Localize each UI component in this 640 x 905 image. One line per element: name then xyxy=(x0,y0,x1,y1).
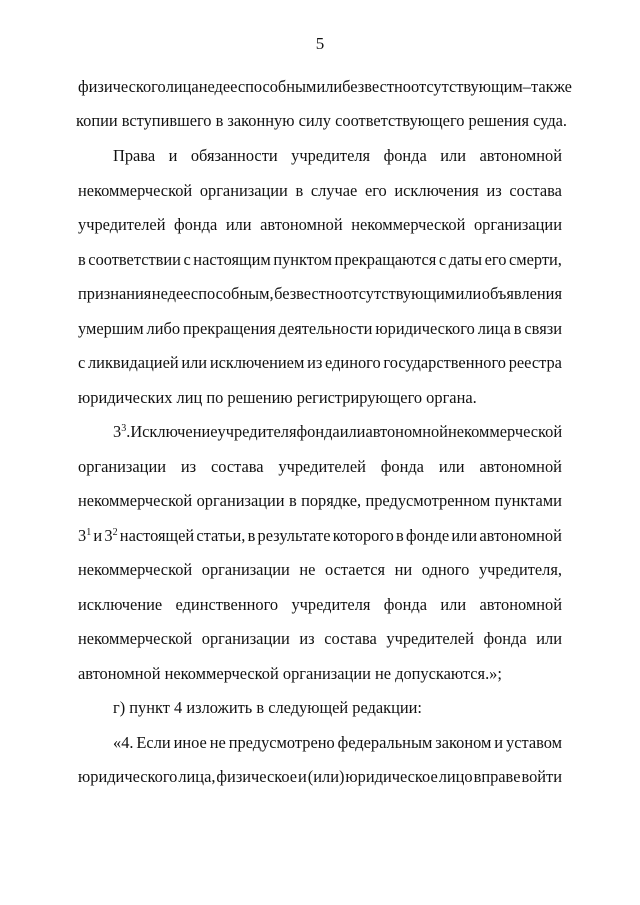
word: или xyxy=(536,629,562,648)
text-line xyxy=(78,180,562,202)
word: отсутствующим xyxy=(343,284,456,303)
word: прекращения xyxy=(183,319,276,338)
word: организации xyxy=(201,560,290,579)
word: прекращаются xyxy=(334,250,437,269)
word: или xyxy=(339,422,366,441)
word: лица, xyxy=(178,767,216,786)
text-line: г) пункт 4 изложить в следующей редакции: xyxy=(113,698,422,717)
word: Если xyxy=(136,733,171,752)
text-line xyxy=(78,490,562,512)
word: и xyxy=(168,146,178,165)
word: умершим xyxy=(78,319,144,338)
word: либо xyxy=(146,319,181,338)
word: или xyxy=(440,146,466,165)
word: в xyxy=(513,319,522,338)
word: предусмотрено xyxy=(228,733,335,752)
text-line: юридических лиц по решению регистрирующего органа. xyxy=(78,388,477,407)
word: $3^3$. xyxy=(113,422,131,441)
word: некоммерческой xyxy=(78,491,193,510)
word: статьи, xyxy=(196,526,246,545)
text-line xyxy=(78,456,562,478)
page-number: 5 xyxy=(315,34,325,53)
word: или xyxy=(451,526,478,545)
word: состава xyxy=(509,181,562,200)
word: некоммерческой xyxy=(351,215,466,234)
word: некоммерческой xyxy=(447,422,563,441)
word: и xyxy=(494,733,504,752)
word: юридического xyxy=(78,767,178,786)
word: некоммерческой xyxy=(78,629,193,648)
word: организации xyxy=(196,491,285,510)
word: предусмотренном xyxy=(365,491,491,510)
text-line: копии вступившего в законную силу соответствующего решения суда. xyxy=(76,111,568,130)
word: или xyxy=(316,77,343,96)
word: в xyxy=(247,526,256,545)
word: вправе xyxy=(473,767,521,786)
word: учредителя, xyxy=(478,560,562,579)
word: состава xyxy=(210,457,264,476)
word: исключением xyxy=(209,353,305,372)
word: или xyxy=(455,284,482,303)
word: с xyxy=(183,250,191,269)
text-line xyxy=(78,249,562,271)
word: смерти, xyxy=(508,250,562,269)
word: не xyxy=(299,560,316,579)
text-line xyxy=(78,352,562,374)
word: из xyxy=(180,457,197,476)
word: Права xyxy=(113,146,156,165)
word: или xyxy=(225,215,252,234)
word: юридического xyxy=(375,319,475,338)
word: случае xyxy=(310,181,358,200)
text-line xyxy=(78,76,572,98)
word: государственного xyxy=(383,353,506,372)
word: в xyxy=(396,526,404,545)
word: учредителей xyxy=(386,629,474,648)
word: организации xyxy=(473,215,562,234)
text-line xyxy=(78,559,562,581)
word: фонда xyxy=(296,422,340,441)
word: фонда xyxy=(174,215,218,234)
word: лица xyxy=(165,77,199,96)
text-line xyxy=(78,318,562,340)
word: единого xyxy=(325,353,381,372)
text-line xyxy=(78,214,562,236)
word: (или) xyxy=(307,767,345,786)
word: лица xyxy=(477,319,511,338)
word: учредителей xyxy=(278,457,366,476)
word: автономной xyxy=(479,146,562,165)
word: физического xyxy=(78,77,166,96)
text-line xyxy=(113,732,562,754)
word: которого xyxy=(332,526,394,545)
word: остается xyxy=(325,560,386,579)
word: некоммерческой xyxy=(78,181,193,200)
word: или xyxy=(438,457,465,476)
word: автономной xyxy=(479,526,562,545)
word: автономной xyxy=(365,422,448,441)
word: фонде xyxy=(406,526,450,545)
word: соответствии xyxy=(88,250,181,269)
word: исключение xyxy=(78,595,163,614)
word: пунктами xyxy=(494,491,562,510)
word: из xyxy=(307,353,323,372)
text-line xyxy=(78,766,562,788)
word: организации xyxy=(201,629,290,648)
word: $3^2$ xyxy=(104,526,118,545)
word: одного xyxy=(421,560,470,579)
word: исключения xyxy=(394,181,479,200)
word: обязанности xyxy=(190,146,278,165)
word: объявления xyxy=(481,284,562,303)
word: физическое xyxy=(216,767,298,786)
word: $3^1$ xyxy=(78,526,92,545)
text-line xyxy=(113,145,562,167)
word: в xyxy=(288,491,297,510)
word: даты xyxy=(448,250,483,269)
word: законом xyxy=(435,733,492,752)
word: уставом xyxy=(506,733,562,752)
word: фонда xyxy=(383,595,427,614)
word: его xyxy=(484,250,507,269)
word: юридическое xyxy=(345,767,438,786)
word: порядке, xyxy=(301,491,362,510)
word: связи xyxy=(524,319,562,338)
word: из xyxy=(299,629,315,648)
text-line xyxy=(113,421,562,443)
word: организации xyxy=(199,181,288,200)
word: в xyxy=(78,250,86,269)
word: признания xyxy=(78,284,152,303)
word: настоящим xyxy=(193,250,271,269)
word: учредителей xyxy=(78,215,166,234)
word: отсутствующим xyxy=(410,77,523,96)
word: автономной xyxy=(479,457,562,476)
word: не xyxy=(209,733,226,752)
word: фонда xyxy=(383,146,427,165)
word: ликвидацией xyxy=(88,353,179,372)
word: единственного xyxy=(175,595,279,614)
word: недееспособным, xyxy=(151,284,274,303)
word: недееспособным xyxy=(198,77,317,96)
word: организации xyxy=(78,457,166,476)
word: его xyxy=(364,181,387,200)
word: иное xyxy=(173,733,207,752)
word: войти xyxy=(521,767,562,786)
word: лицо xyxy=(438,767,473,786)
word: безвестно xyxy=(342,77,411,96)
word: настоящей xyxy=(119,526,195,545)
word: с xyxy=(78,353,86,372)
word: из xyxy=(486,181,502,200)
word: и xyxy=(298,767,307,786)
word: федеральным xyxy=(337,733,433,752)
text-line xyxy=(78,283,562,305)
word: фонда xyxy=(380,457,424,476)
word: автономной xyxy=(479,595,562,614)
word: учредителя xyxy=(291,595,371,614)
word: или xyxy=(440,595,467,614)
word: некоммерческой xyxy=(78,560,193,579)
word: с xyxy=(438,250,447,269)
word: учредителя xyxy=(291,146,371,165)
word: в xyxy=(295,181,304,200)
word: безвестно xyxy=(274,284,343,303)
word: также xyxy=(530,77,572,96)
text-line xyxy=(78,525,562,547)
word: учредителя xyxy=(217,422,297,441)
word: фонда xyxy=(483,629,527,648)
text-line xyxy=(78,628,562,650)
word: и xyxy=(93,526,103,545)
word: реестра xyxy=(508,353,562,372)
word: состава xyxy=(324,629,377,648)
word: ни xyxy=(394,560,413,579)
word: деятельности xyxy=(278,319,373,338)
text-line xyxy=(78,594,562,616)
word: или xyxy=(181,353,208,372)
word: Исключение xyxy=(130,422,218,441)
word: результате xyxy=(257,526,331,545)
word: «4. xyxy=(113,733,134,752)
text-line: автономной некоммерческой организации не допускаются.»; xyxy=(78,664,502,683)
word: автономной xyxy=(260,215,343,234)
word: пунктом xyxy=(273,250,332,269)
word: – xyxy=(522,77,531,96)
